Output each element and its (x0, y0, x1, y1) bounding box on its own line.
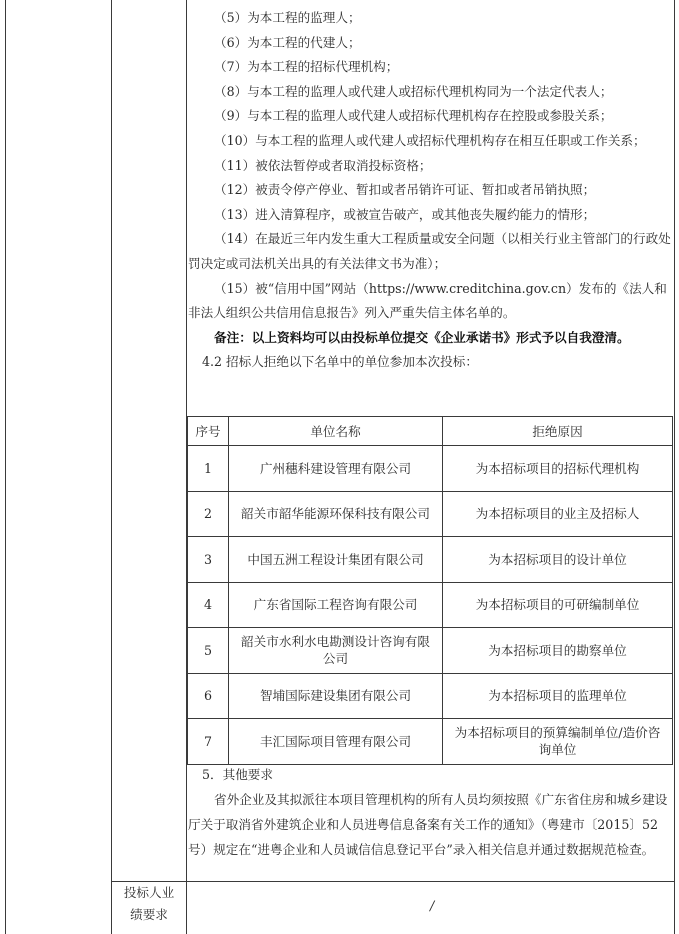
cell-no: 3 (188, 537, 229, 583)
bid-performance-label (112, 882, 186, 926)
cell-reason: 为本招标项目的招标代理机构 (443, 446, 673, 492)
label-line: 投标人业 (123, 885, 175, 900)
table-row (188, 582, 673, 628)
cell-name: 中国五洲工程设计集团有限公司 (229, 537, 443, 583)
note-text: 备注：以上资料均可以由投标单位提交《企业承诺书》形式予以自我澄清。 (214, 329, 630, 345)
cell-no: 6 (188, 673, 229, 719)
cell-name: 广州穗科建设管理有限公司 (229, 446, 443, 492)
cell-name: 韶关市水利水电勘测设计咨询有限公司 (229, 628, 443, 674)
header-reason: 拒绝原因 (443, 417, 673, 446)
table-row (188, 446, 673, 492)
cell-reason: 为本招标项目的业主及招标人 (443, 491, 673, 537)
cell-no: 7 (188, 719, 229, 765)
header-name: 单位名称 (229, 417, 443, 446)
list-item: （7）为本工程的招标代理机构； (214, 59, 399, 75)
list-item: （5）为本工程的监理人； (214, 10, 361, 25)
bid-performance-value: / (430, 898, 435, 913)
cell-no: 1 (188, 446, 229, 492)
section-4-2-title: 4.2 招标人拒绝以下名单中的单位参加本次投标： (202, 354, 478, 370)
cell-reason: 为本招标项目的监理单位 (443, 673, 673, 719)
table-border-right (674, 0, 675, 934)
section-5-text: 省外企业及其拟派往本项目管理机构的所有人员均须按照《广东省住房和城乡建设厅关于取消省外建筑企业和人员进粤信息备案有关工作的通知》（粤建市〔2015〕52号）规定在“进粤企业和人员诚信信息登记平台”录入相关信息并通过数据规范检查。 (188, 792, 668, 857)
cell-reason: 为本招标项目的设计单位 (443, 537, 673, 583)
list-item: （11）被依法暂停或者取消投标资格； (214, 157, 432, 173)
list-item: （9）与本工程的监理人或代建人或招标代理机构存在控股或参股关系； (214, 108, 613, 124)
table-border-col1 (111, 0, 112, 934)
header-no: 序号 (188, 417, 229, 446)
list-item: （15）被“信用中国”网站（https://www.creditchina.gov.cn）发布的《法人和非法人组织公共信用信息报告》列入严重失信主体名单的。 (188, 280, 667, 321)
section-5-title: 5．其他要求 (202, 767, 273, 782)
label-line: 绩要求 (130, 907, 168, 922)
list-item: （6）为本工程的代建人； (214, 34, 361, 50)
cell-no: 5 (188, 628, 229, 674)
list-item: （10）与本工程的监理人或代建人或招标代理机构存在相互任职或工作关系； (214, 132, 646, 148)
list-item: （13）进入清算程序，或被宣告破产，或其他丧失履约能力的情形； (214, 206, 596, 222)
cell-reason: 为本招标项目的勘察单位 (443, 628, 673, 674)
table-row (188, 628, 673, 674)
table-row-divider (111, 881, 675, 882)
list-item: （14）在最近三年内发生重大工程质量或安全问题（以相关行业主管部门的行政处罚决定或司法机关出具的有关法律文书为准）； (188, 231, 671, 271)
section-5 (188, 762, 674, 862)
table-row (188, 491, 673, 537)
table-header-row (188, 417, 673, 446)
requirement-list (188, 6, 674, 375)
cell-reason: 为本招标项目的可研编制单位 (443, 582, 673, 628)
cell-no: 2 (188, 491, 229, 537)
cell-no: 4 (188, 582, 229, 628)
table-border-left (5, 0, 6, 934)
reject-table (187, 416, 673, 765)
cell-name: 丰汇国际项目管理有限公司 (229, 719, 443, 765)
list-item: （8）与本工程的监理人或代建人或招标代理机构同为一个法定代表人； (214, 83, 613, 99)
cell-name: 韶关市韶华能源环保科技有限公司 (229, 491, 443, 537)
table-row (188, 537, 673, 583)
table-row (188, 719, 673, 765)
list-item: （12）被责令停产停业、暂扣或者吊销许可证、暂扣或者吊销执照； (214, 182, 596, 198)
cell-name: 广东省国际工程咨询有限公司 (229, 582, 443, 628)
cell-name: 智埔国际建设集团有限公司 (229, 673, 443, 719)
cell-reason: 为本招标项目的预算编制单位/造价咨询单位 (443, 719, 673, 765)
table-row (188, 673, 673, 719)
